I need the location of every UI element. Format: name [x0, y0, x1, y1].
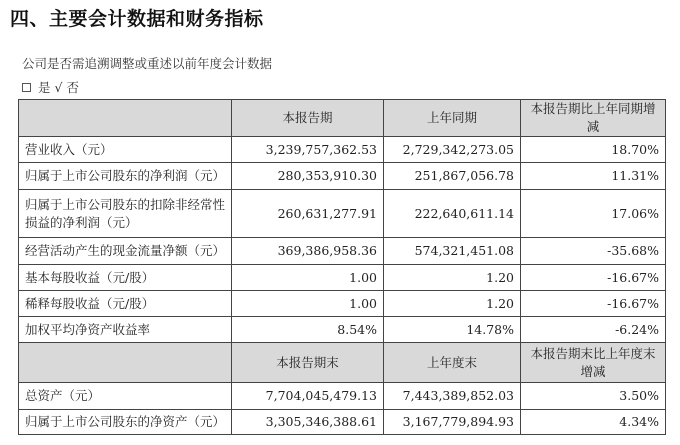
table-header-row	[19, 100, 666, 137]
table-header-cell: 本报告期末比上年度末增减	[521, 343, 666, 383]
table-header-cell: 本报告期末	[232, 343, 384, 383]
table-row	[19, 190, 666, 238]
restatement-question: 公司是否需追溯调整或重述以前年度会计数据	[22, 56, 273, 71]
row-label: 总资产（元）	[19, 383, 232, 410]
table-cell: 7,704,045,479.13	[232, 383, 384, 410]
table-cell: 1.00	[232, 265, 384, 291]
table-cell: 2,729,342,273.05	[384, 137, 521, 163]
table-row	[19, 265, 666, 291]
table-cell: 1.20	[384, 291, 521, 317]
table-row	[19, 291, 666, 317]
table-cell: 3,239,757,362.53	[232, 137, 384, 163]
table-cell: 4.34%	[521, 410, 666, 435]
row-label: 加权平均净资产收益率	[19, 317, 232, 343]
row-label: 基本每股收益（元/股）	[19, 265, 232, 291]
table-cell: 17.06%	[521, 190, 666, 238]
table-cell: 8.54%	[232, 317, 384, 343]
table-header-cell: 上年同期	[384, 100, 521, 137]
table-cell: -16.67%	[521, 291, 666, 317]
table-cell: 18.70%	[521, 137, 666, 163]
table-header-row	[19, 343, 666, 383]
table-cell: 11.31%	[521, 163, 666, 190]
table-cell: -6.24%	[521, 317, 666, 343]
table-cell: 1.20	[384, 265, 521, 291]
option-yes-label: 是	[38, 80, 51, 95]
table-cell: 574,321,451.08	[384, 238, 521, 265]
table-cell: -16.67%	[521, 265, 666, 291]
table-cell: 14.78%	[384, 317, 521, 343]
financial-indicators-table	[18, 99, 666, 435]
option-no-label: 否	[66, 80, 79, 95]
table-cell: 1.00	[232, 291, 384, 317]
table-header-cell	[19, 100, 232, 137]
table-header-cell: 本报告期	[232, 100, 384, 137]
table-header-cell: 本报告期比上年同期增减	[521, 100, 666, 137]
table-cell: 280,353,910.30	[232, 163, 384, 190]
check-mark-icon: √	[54, 79, 63, 95]
checkbox-icon	[22, 83, 31, 92]
row-label: 经营活动产生的现金流量净额（元）	[19, 238, 232, 265]
table-cell: 251,867,056.78	[384, 163, 521, 190]
row-label: 归属于上市公司股东的扣除非经常性损益的净利润（元）	[19, 190, 232, 238]
table-row	[19, 137, 666, 163]
table-row	[19, 238, 666, 265]
row-label: 稀释每股收益（元/股）	[19, 291, 232, 317]
table-header-cell	[19, 343, 232, 383]
table-cell: 3,167,779,894.93	[384, 410, 521, 435]
table-cell: -35.68%	[521, 238, 666, 265]
table-row	[19, 383, 666, 410]
table-row	[19, 410, 666, 435]
table-cell: 260,631,277.91	[232, 190, 384, 238]
table-cell: 7,443,389,852.03	[384, 383, 521, 410]
section-title: 四、主要会计数据和财务指标	[10, 8, 264, 30]
table-cell: 222,640,611.14	[384, 190, 521, 238]
table-cell: 369,386,958.36	[232, 238, 384, 265]
table-row	[19, 163, 666, 190]
table-header-cell: 上年度末	[384, 343, 521, 383]
table-cell: 3.50%	[521, 383, 666, 410]
restatement-choice	[22, 78, 79, 96]
row-label: 营业收入（元）	[19, 137, 232, 163]
table-cell: 3,305,346,388.61	[232, 410, 384, 435]
row-label: 归属于上市公司股东的净利润（元）	[19, 163, 232, 190]
table-row	[19, 317, 666, 343]
row-label: 归属于上市公司股东的净资产（元）	[19, 410, 232, 435]
